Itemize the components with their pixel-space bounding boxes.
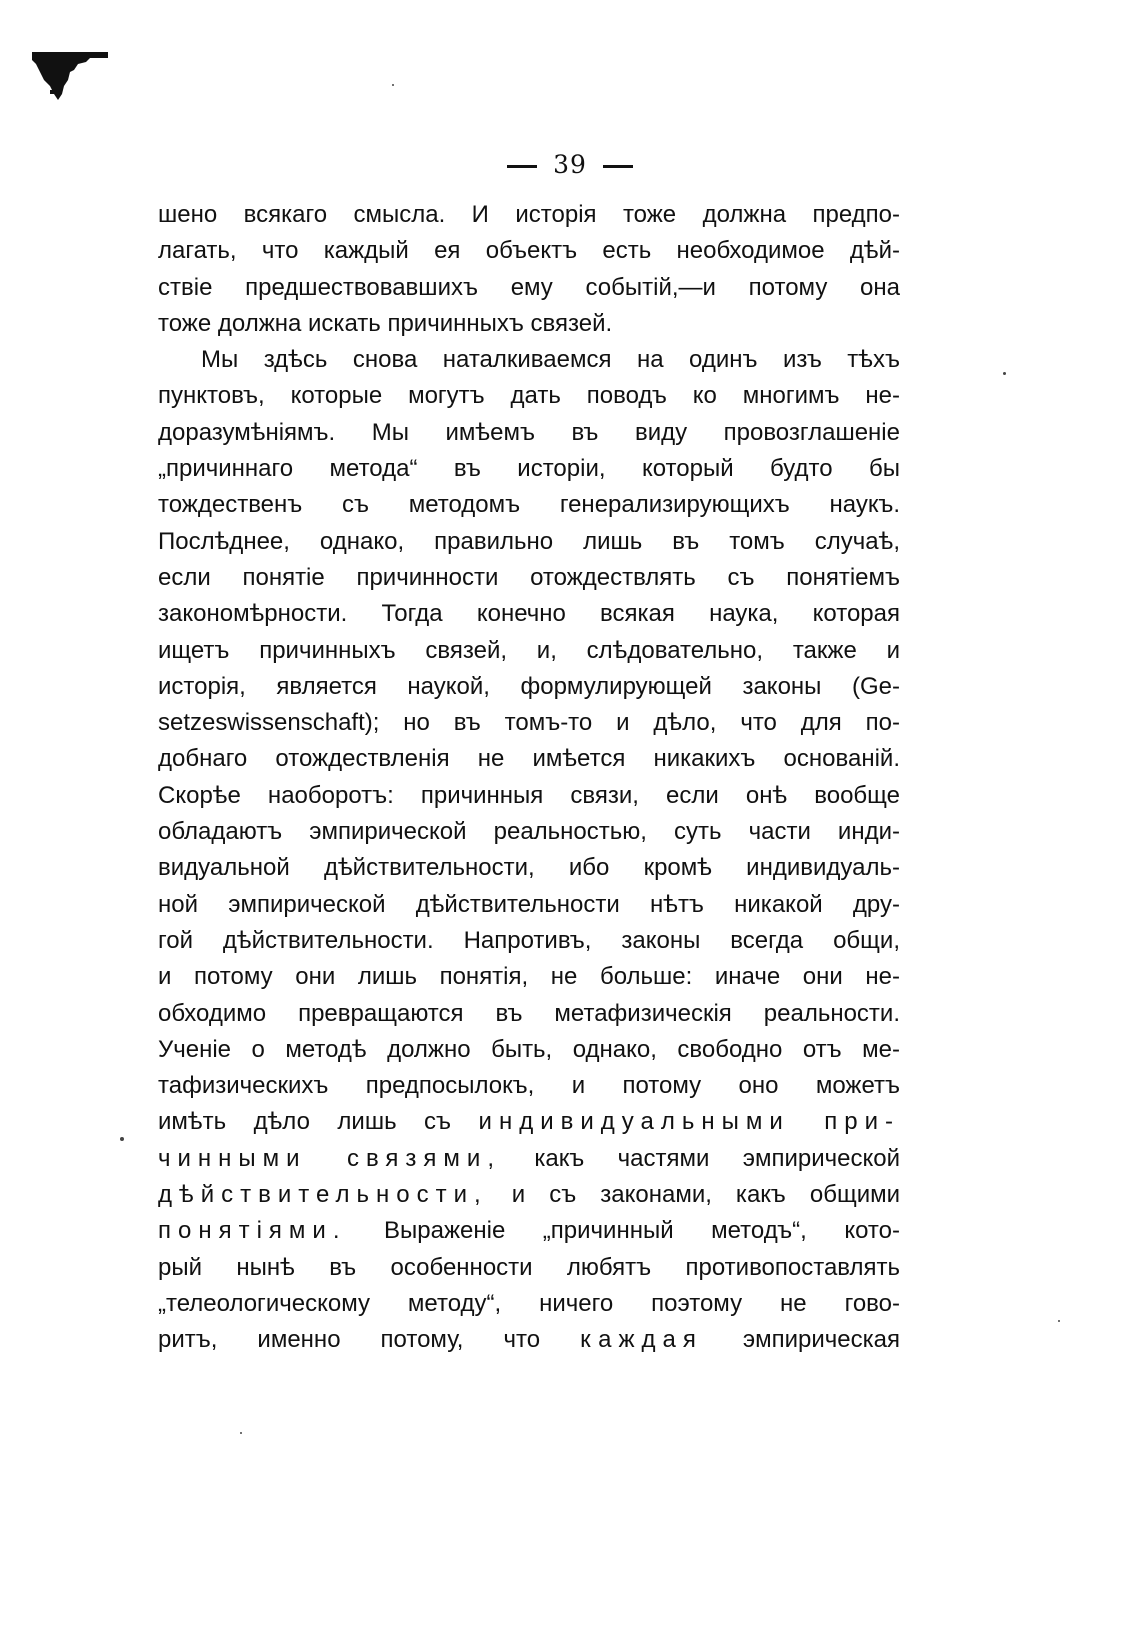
- text-line-19: видуальной дѣйствительности, ибо кромѣ индивидуаль-: [158, 854, 900, 882]
- text-line-1: шено всякаго смысла. И исторія тоже должна предпо-: [158, 201, 900, 228]
- text-line-24: Ученіе о методѣ должно быть, однако, свободно отъ ме-: [158, 1035, 900, 1063]
- ink-blot-mark: [30, 50, 110, 102]
- scan-speck: [1003, 372, 1006, 375]
- text-line-5: Мы здѣсь снова наталкиваемся на одинъ изъ тѣхъ: [201, 346, 900, 374]
- text-line-32-part-a: ритъ, именно потому, что: [158, 1326, 541, 1354]
- text-line-27: [158, 1141, 900, 1177]
- text-line-29-part-b: Выраженіе „причинный методъ“, кото-: [384, 1217, 900, 1245]
- spaced-emphasis-each: каждая: [580, 1326, 703, 1354]
- text-line-17: Скорѣе наоборотъ: причинныя связи, если онѣ вообще: [158, 781, 900, 809]
- text-line-4: тоже должна искать причинныхъ связей.: [158, 309, 613, 337]
- scan-speck: [240, 1432, 242, 1434]
- text-line-28: [158, 1177, 900, 1213]
- spaced-emphasis-causal-links: чинными связями,: [158, 1144, 501, 1172]
- spaced-emphasis-reality: дѣйствительности,: [158, 1181, 488, 1209]
- spaced-emphasis-individual: индивидуальными при-: [478, 1108, 900, 1136]
- text-line-20: ной эмпирической дѣйствительности нѣтъ никакой дру-: [158, 890, 900, 918]
- text-line-32-part-c: эмпирическая: [742, 1326, 900, 1354]
- scan-speck: [120, 1137, 124, 1141]
- scan-speck: [1058, 1320, 1060, 1322]
- text-line-13: ищетъ причинныхъ связей, и, слѣдовательно, также и: [158, 636, 900, 664]
- text-line-2: лагать, что каждый ея объектъ есть необходимое дѣй-: [158, 237, 900, 265]
- text-line-12: закономѣрности. Тогда конечно всякая наука, которая: [158, 600, 900, 628]
- text-line-3: ствіе предшествовавшихъ ему событій,—и потому она: [158, 273, 900, 301]
- text-line-27-part-b: какъ частями эмпирической: [534, 1144, 901, 1172]
- text-line-15: setzeswissenschaft); но въ томъ-то и дѣло, что для по-: [158, 709, 900, 737]
- body-text: [158, 197, 900, 1359]
- page-number-header: [0, 150, 1140, 179]
- text-line-29: [158, 1213, 900, 1249]
- text-line-26: [158, 1104, 900, 1140]
- page-number: 39: [553, 150, 587, 179]
- text-line-23: обходимо превращаются въ метафизическія реальности.: [158, 999, 900, 1027]
- text-line-7: доразумѣніямъ. Мы имѣемъ въ виду провозглашеніе: [158, 418, 900, 446]
- right-dash: [603, 165, 633, 168]
- text-line-18: обладаютъ эмпирической реальностью, суть части инди-: [158, 818, 900, 846]
- text-line-22: и потому они лишь понятія, не больше: иначе они не-: [158, 963, 900, 991]
- spaced-emphasis-concepts: понятіями.: [158, 1217, 347, 1245]
- text-line-26-part-a: имѣть дѣло лишь съ: [158, 1108, 452, 1136]
- text-line-14: исторія, является наукой, формулирующей законы (Ge-: [158, 672, 900, 700]
- text-line-25: тафизическихъ предпосылокъ, и потому оно можетъ: [158, 1072, 900, 1100]
- text-line-8: „причиннаго метода“ въ исторіи, который будто бы: [158, 455, 900, 483]
- scan-speck: [392, 84, 394, 86]
- text-line-11: если понятіе причинности отождествлять съ понятіемъ: [158, 563, 900, 591]
- text-line-32: [158, 1322, 900, 1358]
- text-line-28-part-b: и съ законами, какъ общими: [511, 1181, 901, 1209]
- text-line-31: „телеологическому методу“, ничего поэтому не гово-: [158, 1289, 900, 1317]
- text-line-10: Послѣднее, однако, правильно лишь въ томъ случаѣ,: [158, 527, 900, 555]
- text-line-21: гой дѣйствительности. Напротивъ, законы всегда общи,: [158, 926, 900, 954]
- text-line-9: тождественъ съ методомъ генерализирующихъ наукъ.: [158, 491, 900, 519]
- text-line-30: рый нынѣ въ особенности любятъ противопоставлять: [158, 1253, 900, 1281]
- text-line-16: добнаго отождествленія не имѣется никакихъ основаній.: [158, 745, 900, 773]
- text-line-6: пунктовъ, которые могутъ дать поводъ ко многимъ не-: [158, 382, 900, 410]
- left-dash: [507, 165, 537, 168]
